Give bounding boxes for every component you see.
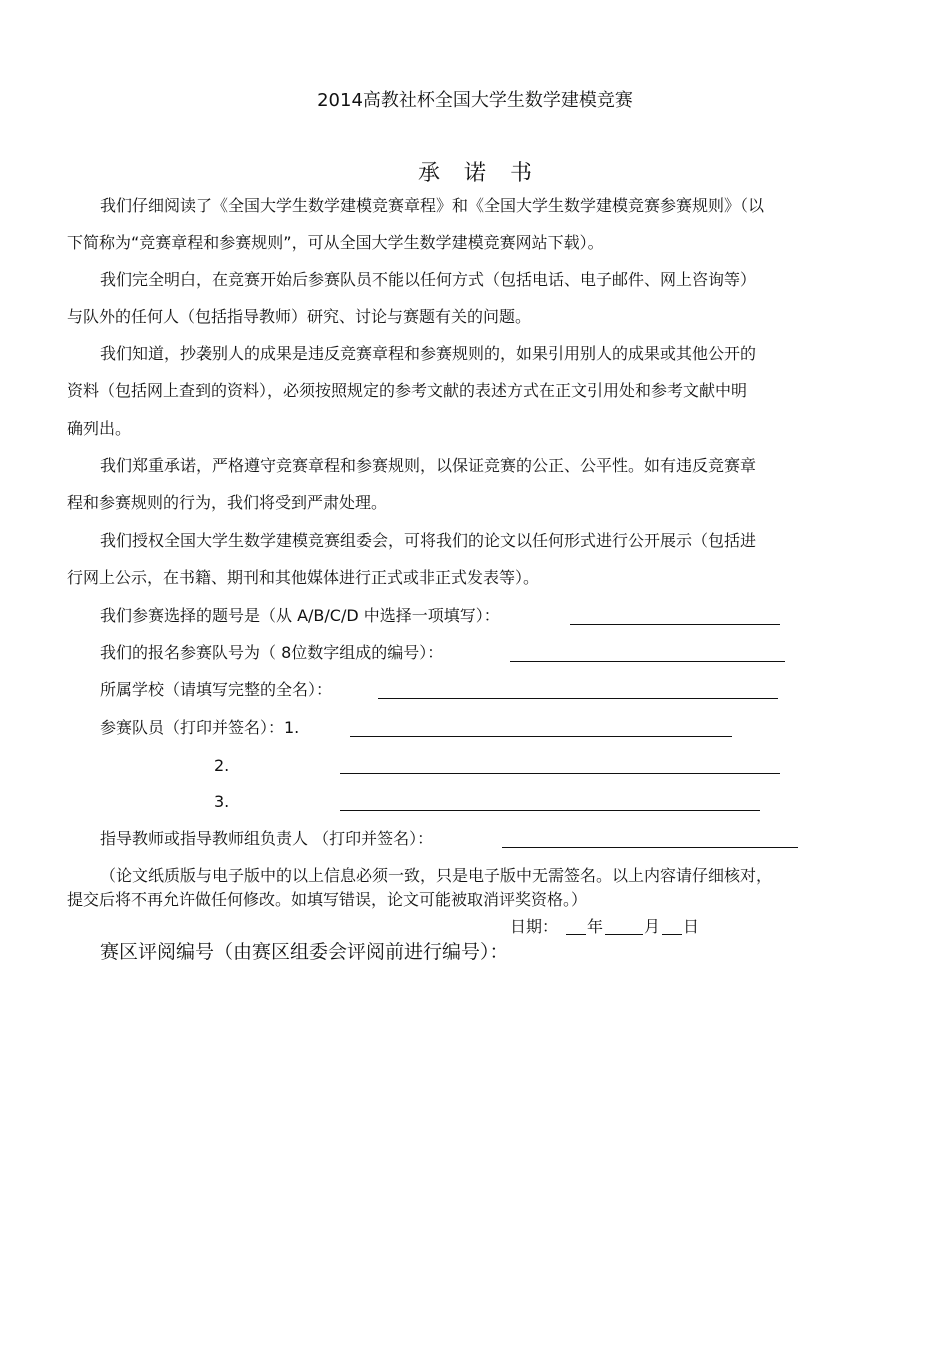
date-day: 日 [683,917,700,936]
paragraph-2-line-1: 我们完全明白，在竞赛开始后参赛队员不能以任何方式（包括电话、电子邮件、网上咨询等） [100,270,757,289]
member-1-blank[interactable] [350,736,732,737]
advisor-blank[interactable] [502,847,798,848]
commitment-heading: 承诺书 [417,161,556,186]
paragraph-3-line-1: 我们知道，抄袭别人的成果是违反竞赛章程和参赛规则的，如果引用别人的成果或其他公开的 [100,344,757,363]
paragraph-5-line-1: 我们授权全国大学生数学建模竞赛组委会，可将我们的论文以任何形式进行公开展示（包括进 [100,531,757,550]
note-line-2: 提交后将不再允许做任何修改。如填写错误，论文可能被取消评奖资格。） [67,890,588,909]
team-number-blank[interactable] [510,661,785,662]
date-year-blank[interactable] [566,934,586,935]
paragraph-1-line-2: 下简称为“竞赛章程和参赛规则”，可从全国大学生数学建模竞赛网站下载）。 [67,233,604,252]
paragraph-2-line-2: 与队外的任何人（包括指导教师）研究、讨论与赛题有关的问题。 [67,307,532,326]
date-day-blank[interactable] [662,934,682,935]
member-2-label: 2. [214,756,230,775]
paragraph-3-line-2: 资料（包括网上查到的资料），必须按照规定的参考文献的表述方式在正文引用处和参考文献中明 [67,381,748,400]
paragraph-3-line-3: 确列出。 [67,419,132,438]
competition-title: 2014高教社杯全国大学生数学建模竞赛 [317,90,633,111]
school-label: 所属学校（请填写完整的全名）： [100,680,333,699]
note-line-1: （论文纸质版与电子版中的以上信息必须一致，只是电子版中无需签名。以上内容请仔细核对， [100,866,773,885]
advisor-label: 指导教师或指导教师组负责人 （打印并签名）： [100,829,434,848]
paragraph-4-line-1: 我们郑重承诺，严格遵守竞赛章程和参赛规则，以保证竞赛的公正、公平性。如有违反竞赛章 [100,456,757,475]
member-2-blank[interactable] [340,773,780,774]
paragraph-1-line-1: 我们仔细阅读了《全国大学生数学建模竞赛章程》和《全国大学生数学建模竞赛参赛规则》（以 [100,196,765,215]
date-month-blank[interactable] [605,934,643,935]
date-year: 年 [587,917,604,936]
paragraph-5-line-2: 行网上公示，在书籍、期刊和其他媒体进行正式或非正式发表等）。 [67,568,540,587]
member-3-label: 3. [214,792,230,811]
problem-number-blank[interactable] [570,624,780,625]
team-number-label: 我们的报名参赛队号为（ 8位数字组成的编号）： [100,643,444,662]
review-number-label: 赛区评阅编号（由赛区组委会评阅前进行编号）： [100,941,509,963]
date-month: 月 [644,917,661,936]
problem-number-label: 我们参赛选择的题号是（从 A/B/C/D 中选择一项填写）： [100,606,500,625]
paragraph-4-line-2: 程和参赛规则的行为，我们将受到严肃处理。 [67,493,388,512]
school-blank[interactable] [378,698,778,699]
member-3-blank[interactable] [340,810,760,811]
members-label: 参赛队员（打印并签名）：1. [100,718,300,737]
date-label: 日期： [510,917,559,936]
